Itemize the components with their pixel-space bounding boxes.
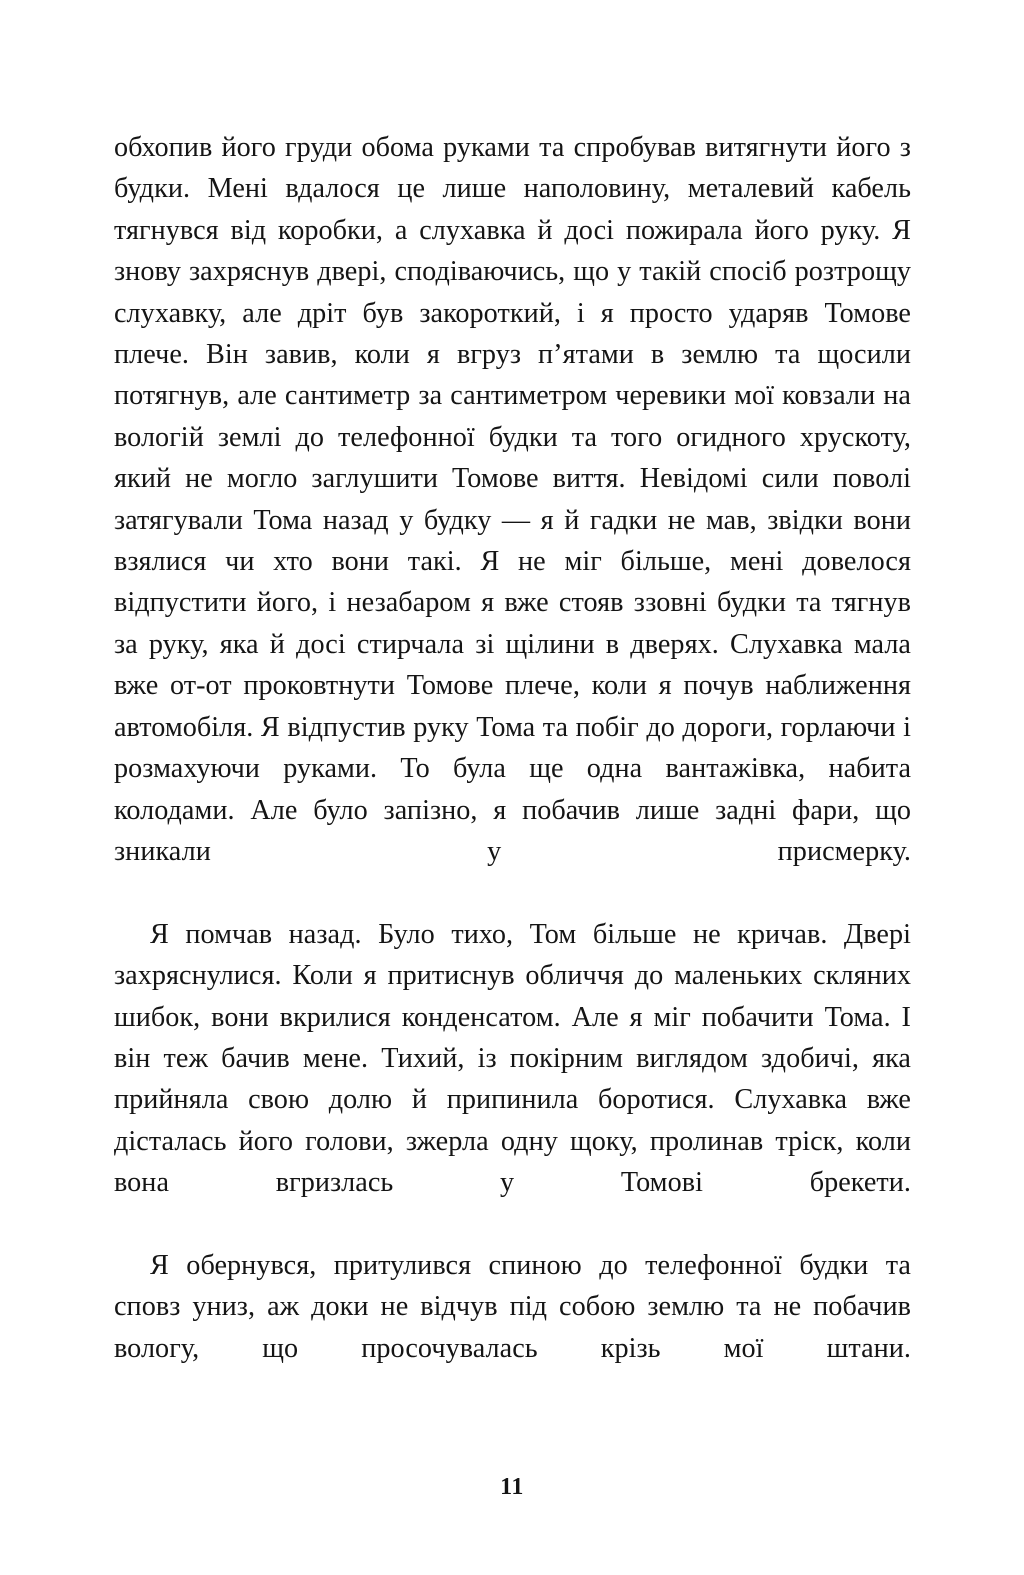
paragraph-1: обхопив його груди обома руками та спробував витягнути його з будки. Мені вдалося це лише наполовину, металевий кабель тягнувся від коробки, а слухавка й досі пожирала його руку. Я знову захряснув двері, сподіваючись, що у такій спосіб розтрощу слухавку, але дріт був закороткий, і я просто ударяв Томове плече. Він завив, коли я вгруз п’ятами в землю та щосили потягнув, але сантиметр за сантиметром черевики мої ковзали на вологій землі до телефонної будки та того огидного хрускоту, який не могло заглушити Томове виття. Невідомі сили поволі затягували Тома назад у будку — я й гадки не мав, звідки вони взялися чи хто вони такі. Я не міг більше, мені довелося відпустити його, і незабаром я вже стояв ззовні будки та тягнув за руку, яка й досі стирчала зі щілини в дверях. Слухавка мала вже от-от проковтнути Томове плече, коли я почув наближення автомобіля. Я відпустив руку Тома та побіг до дороги, горлаючи і розмахуючи руками. То була ще одна вантажівка, набита колодами. Але було запізно, я побачив лише задні фари, що зникали у присмерку. bbox=[114, 132, 911, 867]
paragraph-3: Я обернувся, притулився спиною до телефонної будки та сповз униз, аж доки не відчув під собою землю та не побачив вологу, що просочувалась крізь мої штани. bbox=[114, 1249, 911, 1364]
page-number: 11 bbox=[500, 1474, 524, 1500]
page-text-block bbox=[114, 127, 911, 1411]
paragraph-2: Я помчав назад. Було тихо, Том більше не кричав. Двері захряснулися. Коли я притиснув обличчя до маленьких скляних шибок, вони вкрилися конденсатом. Але я міг побачити Тома. І він теж бачив мене. Тихий, із покірним виглядом здобичі, яка прийняла свою долю й припинила боротися. Слухавка вже дісталась його голови, зжерла одну щоку, пролинав тріск, коли вона вгризлась у Томові брекети. bbox=[114, 918, 911, 1199]
